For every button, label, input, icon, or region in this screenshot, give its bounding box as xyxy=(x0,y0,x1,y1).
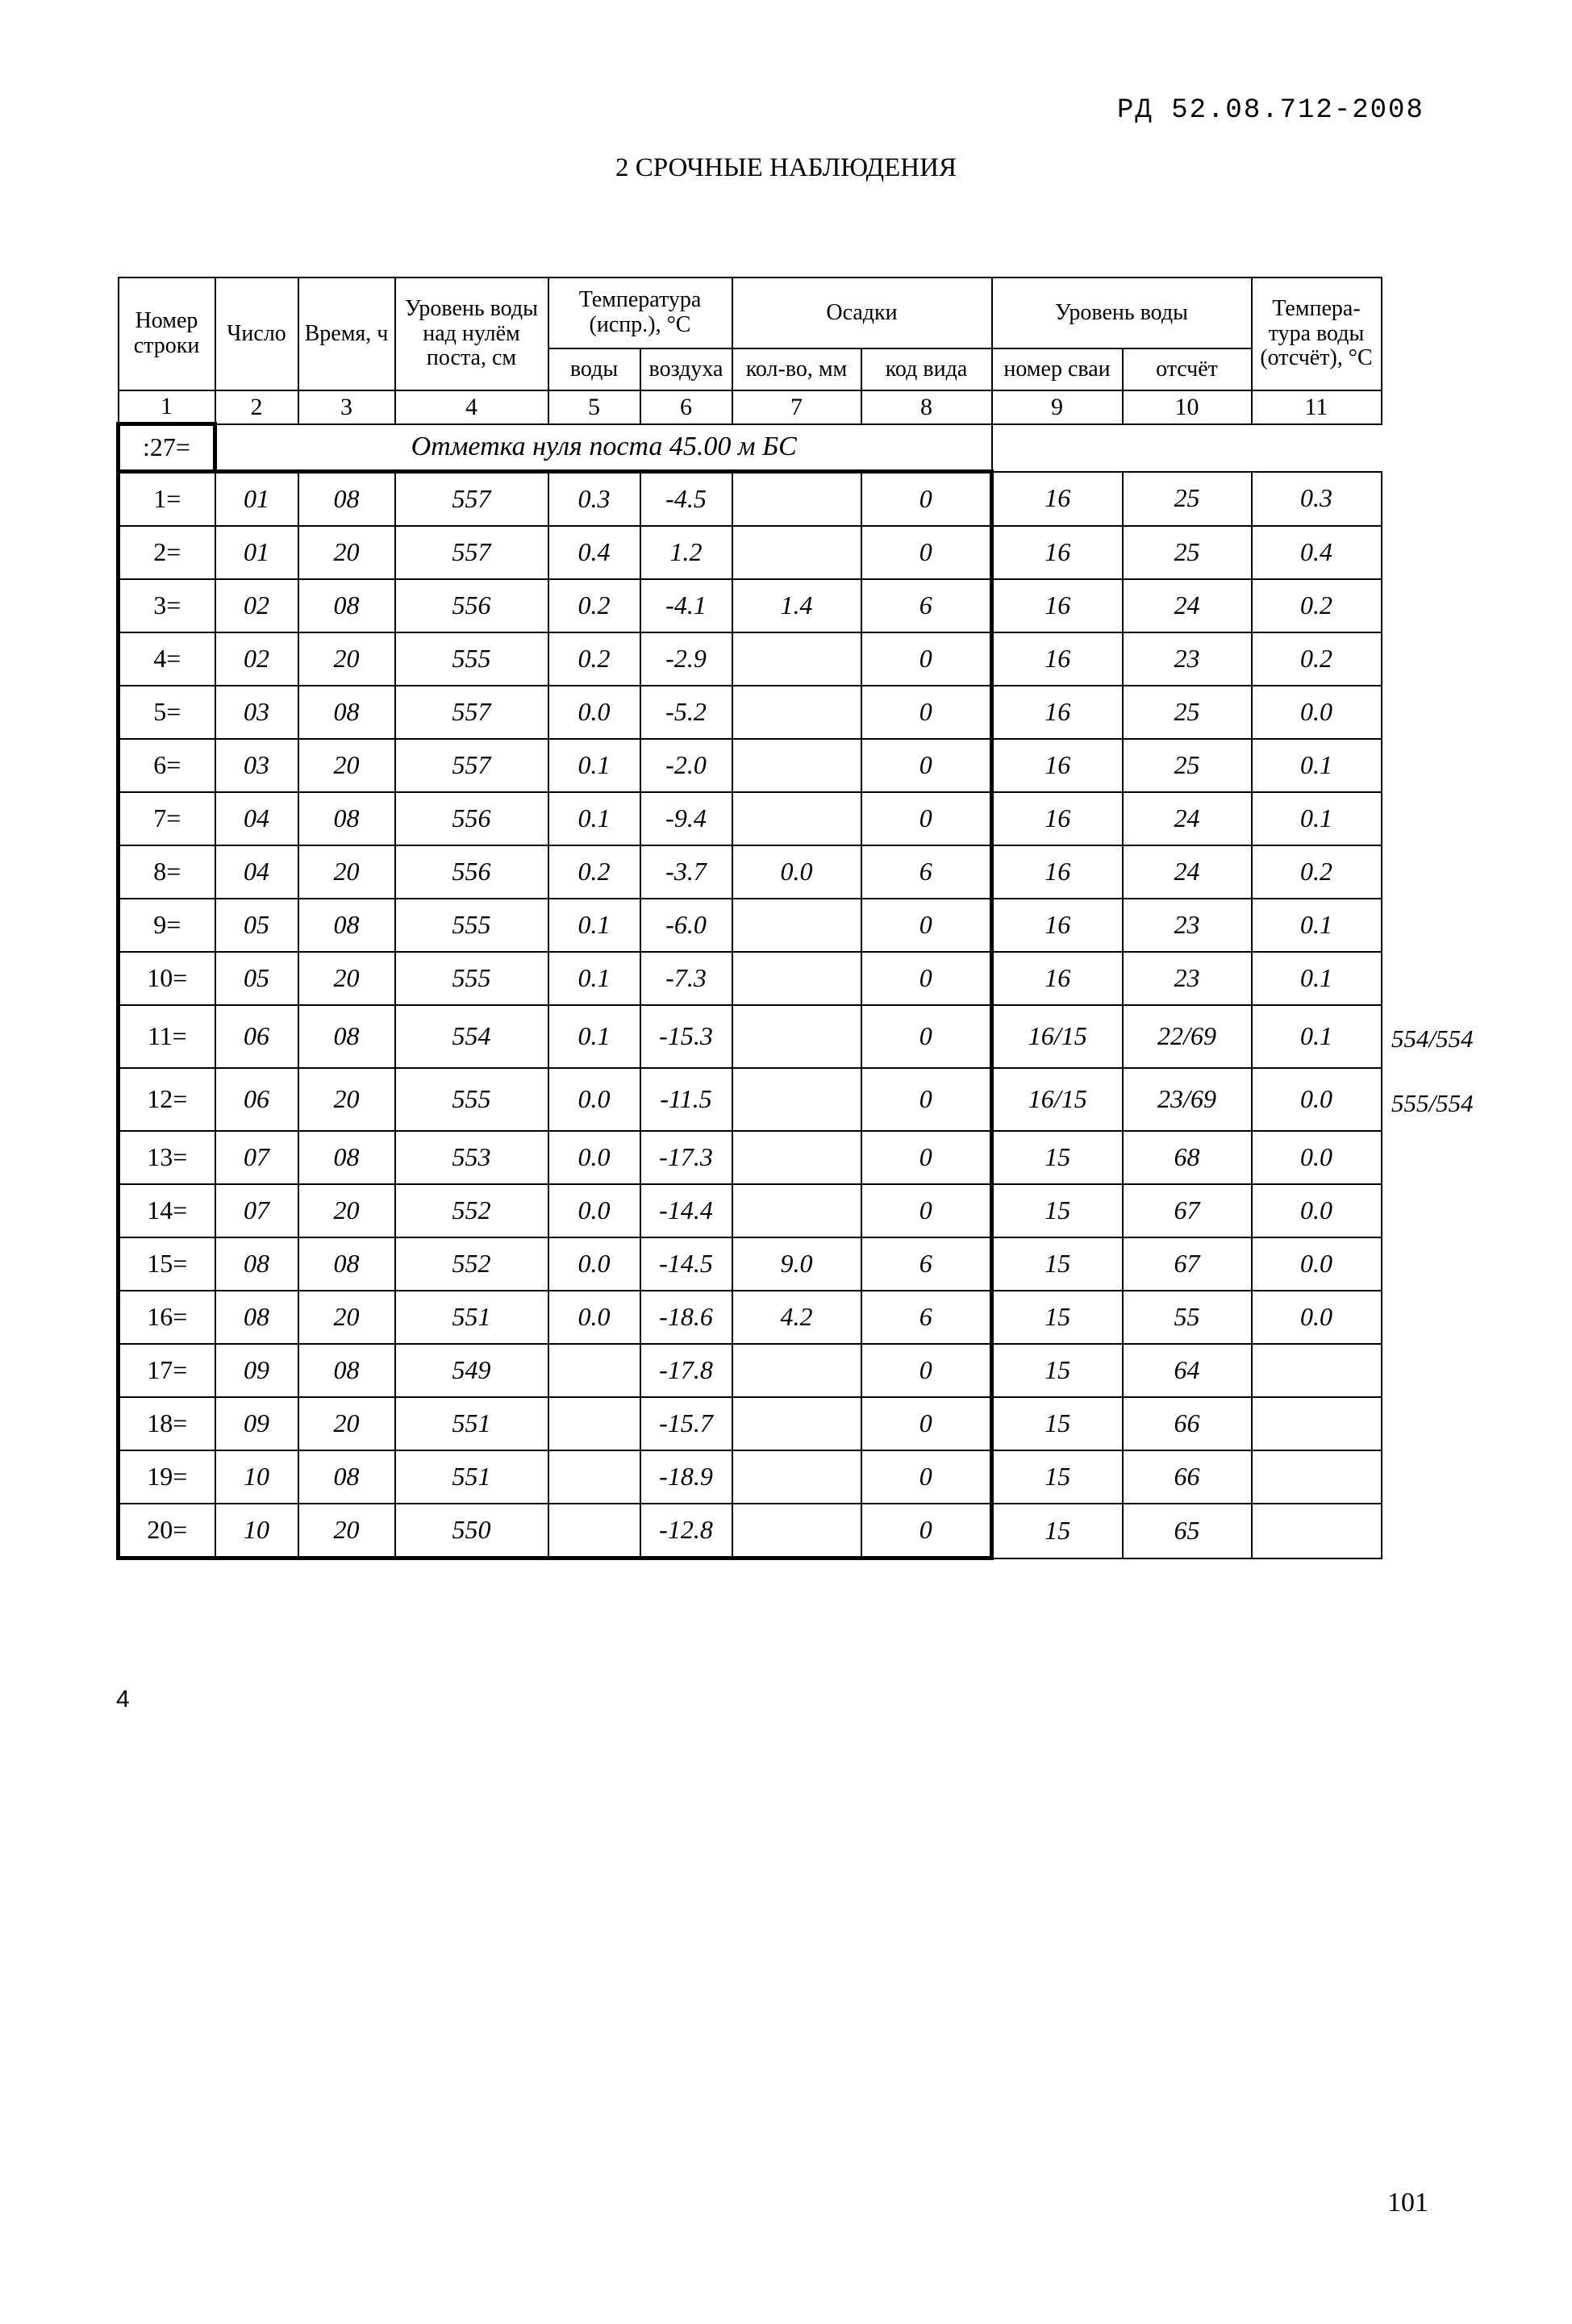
table-row xyxy=(119,1131,1382,1184)
cell-precip-code: 0 xyxy=(861,792,992,845)
cell-day: 06 xyxy=(215,1068,298,1131)
cell-precip-amount xyxy=(732,1005,861,1068)
cell-temp-water: 0.4 xyxy=(548,526,640,579)
cell-pile-number: 15 xyxy=(992,1504,1123,1558)
cell-precip-code: 0 xyxy=(861,1504,992,1558)
cell-water-temp: 0.4 xyxy=(1252,526,1382,579)
cell-precip-amount xyxy=(732,1450,861,1504)
table-row xyxy=(119,526,1382,579)
cell-level: 555 xyxy=(395,632,548,686)
column-number-2: 2 xyxy=(215,390,298,424)
cell-reading: 68 xyxy=(1123,1131,1252,1184)
cell-water-temp: 0.3 xyxy=(1252,472,1382,527)
cell-row-id: 17= xyxy=(119,1344,215,1397)
cell-water-temp: 0.1 xyxy=(1252,952,1382,1005)
cell-row-id: 18= xyxy=(119,1397,215,1450)
cell-day: 02 xyxy=(215,579,298,632)
cell-precip-amount xyxy=(732,526,861,579)
cell-precip-amount xyxy=(732,686,861,739)
cell-pile-number: 16/15 xyxy=(992,1068,1123,1131)
header-day: Число xyxy=(215,277,298,390)
cell-row-id: 15= xyxy=(119,1237,215,1291)
cell-precip-amount xyxy=(732,1397,861,1450)
cell-reading: 23 xyxy=(1123,952,1252,1005)
header-temp-water: воды xyxy=(548,348,640,390)
cell-temp-water: 0.1 xyxy=(548,1005,640,1068)
table-row xyxy=(119,1450,1382,1504)
cell-water-temp: 0.2 xyxy=(1252,579,1382,632)
cell-level: 554 xyxy=(395,1005,548,1068)
cell-precip-code: 0 xyxy=(861,1397,992,1450)
cell-pile-number: 15 xyxy=(992,1450,1123,1504)
cell-water-temp xyxy=(1252,1344,1382,1397)
cell-level: 555 xyxy=(395,1068,548,1131)
cell-temp-air: -7.3 xyxy=(640,952,732,1005)
column-number-6: 6 xyxy=(640,390,732,424)
header-temp-air: воздуха xyxy=(640,348,732,390)
cell-water-temp: 0.0 xyxy=(1252,686,1382,739)
cell-precip-amount: 9.0 xyxy=(732,1237,861,1291)
cell-time: 20 xyxy=(298,845,395,899)
cell-time: 20 xyxy=(298,952,395,1005)
cell-temp-water: 0.1 xyxy=(548,739,640,792)
cell-water-temp: 0.1 xyxy=(1252,1005,1382,1068)
cell-reading: 23/69 xyxy=(1123,1068,1252,1131)
page-marker-left: 4 xyxy=(116,1686,130,1713)
column-number-5: 5 xyxy=(548,390,640,424)
table-row xyxy=(119,952,1382,1005)
column-number-11: 11 xyxy=(1252,390,1382,424)
header-water-temp-reading: Темпера-тура воды (отсчёт), °С xyxy=(1252,277,1382,390)
header-precip-amount: кол-во, мм xyxy=(732,348,861,390)
cell-day: 03 xyxy=(215,686,298,739)
observations-body xyxy=(119,472,1382,1558)
header-precip-code: код вида xyxy=(861,348,992,390)
cell-reading: 22/69 xyxy=(1123,1005,1252,1068)
column-number-7: 7 xyxy=(732,390,861,424)
cell-pile-number: 16 xyxy=(992,579,1123,632)
cell-reading: 25 xyxy=(1123,739,1252,792)
cell-pile-number: 15 xyxy=(992,1344,1123,1397)
cell-water-temp: 0.0 xyxy=(1252,1184,1382,1237)
cell-temp-water: 0.2 xyxy=(548,632,640,686)
column-number-9: 9 xyxy=(992,390,1123,424)
cell-reading: 24 xyxy=(1123,845,1252,899)
cell-row-id: 7= xyxy=(119,792,215,845)
cell-day: 10 xyxy=(215,1504,298,1558)
cell-temp-water: 0.0 xyxy=(548,1237,640,1291)
cell-time: 20 xyxy=(298,1291,395,1344)
cell-water-temp: 0.2 xyxy=(1252,845,1382,899)
cell-precip-amount xyxy=(732,1131,861,1184)
cell-precip-amount xyxy=(732,1344,861,1397)
cell-pile-number: 16/15 xyxy=(992,1005,1123,1068)
cell-day: 07 xyxy=(215,1184,298,1237)
cell-day: 02 xyxy=(215,632,298,686)
cell-precip-code: 6 xyxy=(861,579,992,632)
cell-pile-number: 15 xyxy=(992,1397,1123,1450)
cell-row-id: 19= xyxy=(119,1450,215,1504)
cell-temp-air: -18.6 xyxy=(640,1291,732,1344)
cell-level: 555 xyxy=(395,899,548,952)
cell-pile-number: 16 xyxy=(992,952,1123,1005)
cell-time: 20 xyxy=(298,1397,395,1450)
cell-precip-amount: 0.0 xyxy=(732,845,861,899)
cell-reading: 64 xyxy=(1123,1344,1252,1397)
header-level: Уровень воды над нулём поста, см xyxy=(395,277,548,390)
cell-pile-number: 15 xyxy=(992,1131,1123,1184)
cell-day: 09 xyxy=(215,1397,298,1450)
cell-temp-water: 0.1 xyxy=(548,792,640,845)
document-code: РД 52.08.712-2008 xyxy=(1117,95,1424,126)
cell-water-temp: 0.1 xyxy=(1252,739,1382,792)
cell-time: 08 xyxy=(298,899,395,952)
cell-temp-water: 0.0 xyxy=(548,1131,640,1184)
column-number-4: 4 xyxy=(395,390,548,424)
cell-time: 08 xyxy=(298,579,395,632)
header-pile-number: номер сваи xyxy=(992,348,1123,390)
cell-reading: 55 xyxy=(1123,1291,1252,1344)
cell-time: 20 xyxy=(298,632,395,686)
table-row xyxy=(119,632,1382,686)
column-number-row xyxy=(119,390,1382,424)
cell-temp-water: 0.1 xyxy=(548,899,640,952)
cell-time: 08 xyxy=(298,472,395,527)
cell-precip-code: 6 xyxy=(861,1237,992,1291)
cell-precip-code: 6 xyxy=(861,1291,992,1344)
cell-temp-air: 1.2 xyxy=(640,526,732,579)
cell-level: 551 xyxy=(395,1397,548,1450)
table-row xyxy=(119,1005,1382,1068)
cell-reading: 25 xyxy=(1123,686,1252,739)
cell-time: 20 xyxy=(298,1504,395,1558)
cell-time: 08 xyxy=(298,1450,395,1504)
cell-precip-code: 0 xyxy=(861,1005,992,1068)
table-row xyxy=(119,845,1382,899)
cell-time: 08 xyxy=(298,1237,395,1291)
header-precipitation-group: Осадки xyxy=(732,277,992,348)
cell-precip-amount: 4.2 xyxy=(732,1291,861,1344)
cell-precip-amount xyxy=(732,472,861,527)
cell-precip-amount xyxy=(732,792,861,845)
header-time: Время, ч xyxy=(298,277,395,390)
cell-precip-code: 0 xyxy=(861,686,992,739)
cell-pile-number: 16 xyxy=(992,792,1123,845)
cell-pile-number: 15 xyxy=(992,1184,1123,1237)
cell-level: 556 xyxy=(395,845,548,899)
cell-precip-code: 0 xyxy=(861,899,992,952)
cell-level: 555 xyxy=(395,952,548,1005)
cell-reading: 67 xyxy=(1123,1184,1252,1237)
cell-reading: 66 xyxy=(1123,1450,1252,1504)
header-waterlevel-group: Уровень воды xyxy=(992,277,1252,348)
cell-precip-amount xyxy=(732,952,861,1005)
cell-pile-number: 16 xyxy=(992,526,1123,579)
zero-mark-empty xyxy=(992,424,1382,472)
cell-water-temp xyxy=(1252,1450,1382,1504)
table-row xyxy=(119,792,1382,845)
cell-precip-code: 0 xyxy=(861,739,992,792)
cell-precip-code: 0 xyxy=(861,1068,992,1131)
cell-temp-air: -17.8 xyxy=(640,1344,732,1397)
column-number-10: 10 xyxy=(1123,390,1252,424)
cell-level: 550 xyxy=(395,1504,548,1558)
cell-row-id: 10= xyxy=(119,952,215,1005)
cell-time: 20 xyxy=(298,1068,395,1131)
cell-temp-water xyxy=(548,1397,640,1450)
cell-temp-air: -2.9 xyxy=(640,632,732,686)
cell-pile-number: 16 xyxy=(992,899,1123,952)
cell-temp-water: 0.0 xyxy=(548,1184,640,1237)
zero-mark-row xyxy=(119,424,1382,472)
cell-water-temp: 0.0 xyxy=(1252,1291,1382,1344)
cell-row-id: 2= xyxy=(119,526,215,579)
cell-day: 10 xyxy=(215,1450,298,1504)
cell-level: 556 xyxy=(395,792,548,845)
table-row xyxy=(119,1291,1382,1344)
cell-level: 557 xyxy=(395,472,548,527)
header-row-number: Номер строки xyxy=(119,277,215,390)
cell-level: 557 xyxy=(395,686,548,739)
cell-level: 553 xyxy=(395,1131,548,1184)
cell-day: 03 xyxy=(215,739,298,792)
cell-time: 08 xyxy=(298,1344,395,1397)
cell-temp-air: -3.7 xyxy=(640,845,732,899)
table-row xyxy=(119,686,1382,739)
table-row xyxy=(119,1504,1382,1558)
cell-level: 556 xyxy=(395,579,548,632)
column-number-3: 3 xyxy=(298,390,395,424)
cell-precip-code: 0 xyxy=(861,526,992,579)
cell-day: 04 xyxy=(215,792,298,845)
cell-reading: 23 xyxy=(1123,632,1252,686)
cell-level: 552 xyxy=(395,1237,548,1291)
cell-day: 08 xyxy=(215,1237,298,1291)
table-row xyxy=(119,1397,1382,1450)
cell-precip-code: 0 xyxy=(861,952,992,1005)
cell-level: 551 xyxy=(395,1450,548,1504)
cell-reading: 24 xyxy=(1123,579,1252,632)
cell-day: 07 xyxy=(215,1131,298,1184)
cell-temp-air: -4.5 xyxy=(640,472,732,527)
cell-precip-code: 0 xyxy=(861,472,992,527)
cell-temp-water: 0.2 xyxy=(548,845,640,899)
zero-mark-id: :27= xyxy=(119,424,215,472)
cell-pile-number: 16 xyxy=(992,632,1123,686)
cell-water-temp: 0.2 xyxy=(1252,632,1382,686)
column-number-8: 8 xyxy=(861,390,992,424)
cell-temp-water: 0.0 xyxy=(548,1291,640,1344)
cell-precip-code: 0 xyxy=(861,1131,992,1184)
header-temperature-group: Температура (испр.), °С xyxy=(548,277,732,348)
cell-temp-water: 0.0 xyxy=(548,1068,640,1131)
cell-level: 552 xyxy=(395,1184,548,1237)
cell-precip-code: 6 xyxy=(861,845,992,899)
cell-precip-amount xyxy=(732,1184,861,1237)
cell-row-id: 3= xyxy=(119,579,215,632)
cell-pile-number: 15 xyxy=(992,1237,1123,1291)
cell-temp-air: -14.4 xyxy=(640,1184,732,1237)
table-row xyxy=(119,472,1382,527)
cell-row-id: 8= xyxy=(119,845,215,899)
header-reading: отсчёт xyxy=(1123,348,1252,390)
cell-water-temp xyxy=(1252,1397,1382,1450)
cell-reading: 24 xyxy=(1123,792,1252,845)
cell-pile-number: 16 xyxy=(992,739,1123,792)
cell-temp-water: 0.1 xyxy=(548,952,640,1005)
cell-reading: 25 xyxy=(1123,472,1252,527)
zero-mark-text: Отметка нуля поста 45.00 м БС xyxy=(215,424,992,472)
cell-row-id: 12= xyxy=(119,1068,215,1131)
cell-level: 549 xyxy=(395,1344,548,1397)
cell-water-temp: 0.0 xyxy=(1252,1131,1382,1184)
cell-temp-water xyxy=(548,1450,640,1504)
column-number-1: 1 xyxy=(119,390,215,424)
cell-temp-air: -15.7 xyxy=(640,1397,732,1450)
cell-temp-air: -14.5 xyxy=(640,1237,732,1291)
cell-time: 20 xyxy=(298,526,395,579)
cell-water-temp xyxy=(1252,1504,1382,1558)
cell-row-id: 4= xyxy=(119,632,215,686)
cell-temp-water xyxy=(548,1344,640,1397)
cell-water-temp: 0.0 xyxy=(1252,1237,1382,1291)
cell-pile-number: 16 xyxy=(992,686,1123,739)
cell-row-id: 14= xyxy=(119,1184,215,1237)
cell-time: 08 xyxy=(298,686,395,739)
cell-precip-amount: 1.4 xyxy=(732,579,861,632)
table-row xyxy=(119,579,1382,632)
cell-precip-code: 0 xyxy=(861,632,992,686)
cell-temp-air: -18.9 xyxy=(640,1450,732,1504)
cell-day: 04 xyxy=(215,845,298,899)
cell-temp-air: -17.3 xyxy=(640,1131,732,1184)
cell-day: 09 xyxy=(215,1344,298,1397)
observations-table xyxy=(116,277,1382,1560)
cell-level: 557 xyxy=(395,739,548,792)
cell-time: 08 xyxy=(298,792,395,845)
cell-row-id: 9= xyxy=(119,899,215,952)
cell-row-id: 20= xyxy=(119,1504,215,1558)
cell-pile-number: 16 xyxy=(992,845,1123,899)
cell-day: 01 xyxy=(215,526,298,579)
cell-row-id: 1= xyxy=(119,472,215,527)
cell-temp-water: 0.0 xyxy=(548,686,640,739)
cell-temp-water: 0.3 xyxy=(548,472,640,527)
cell-water-temp: 0.1 xyxy=(1252,899,1382,952)
cell-time: 08 xyxy=(298,1131,395,1184)
table-row xyxy=(119,1184,1382,1237)
cell-row-id: 6= xyxy=(119,739,215,792)
cell-time: 20 xyxy=(298,739,395,792)
cell-reading: 23 xyxy=(1123,899,1252,952)
cell-reading: 25 xyxy=(1123,526,1252,579)
cell-temp-water: 0.2 xyxy=(548,579,640,632)
cell-level: 557 xyxy=(395,526,548,579)
cell-pile-number: 15 xyxy=(992,1291,1123,1344)
cell-day: 05 xyxy=(215,952,298,1005)
cell-row-id: 16= xyxy=(119,1291,215,1344)
cell-temp-air: -2.0 xyxy=(640,739,732,792)
cell-level: 551 xyxy=(395,1291,548,1344)
cell-precip-amount xyxy=(732,739,861,792)
section-title: 2 СРОЧНЫЕ НАБЛЮДЕНИЯ xyxy=(615,153,957,182)
cell-time: 20 xyxy=(298,1184,395,1237)
cell-precip-amount xyxy=(732,1068,861,1131)
cell-day: 05 xyxy=(215,899,298,952)
cell-temp-air: -4.1 xyxy=(640,579,732,632)
cell-water-temp: 0.1 xyxy=(1252,792,1382,845)
cell-row-id: 11= xyxy=(119,1005,215,1068)
cell-time: 08 xyxy=(298,1005,395,1068)
cell-precip-code: 0 xyxy=(861,1450,992,1504)
table-row xyxy=(119,1344,1382,1397)
cell-precip-amount xyxy=(732,899,861,952)
page-number: 101 xyxy=(1387,2188,1428,2218)
cell-day: 01 xyxy=(215,472,298,527)
table-row xyxy=(119,739,1382,792)
cell-row-id: 13= xyxy=(119,1131,215,1184)
cell-temp-air: -5.2 xyxy=(640,686,732,739)
cell-water-temp: 0.0 xyxy=(1252,1068,1382,1131)
cell-temp-water xyxy=(548,1504,640,1558)
cell-precip-amount xyxy=(732,632,861,686)
cell-pile-number: 16 xyxy=(992,472,1123,527)
cell-temp-air: -12.8 xyxy=(640,1504,732,1558)
cell-precip-code: 0 xyxy=(861,1344,992,1397)
cell-reading: 65 xyxy=(1123,1504,1252,1558)
side-note-row11: 554/554 xyxy=(1391,1024,1474,1053)
cell-row-id: 5= xyxy=(119,686,215,739)
side-note-row12: 555/554 xyxy=(1391,1089,1474,1117)
cell-reading: 66 xyxy=(1123,1397,1252,1450)
cell-reading: 67 xyxy=(1123,1237,1252,1291)
cell-temp-air: -6.0 xyxy=(640,899,732,952)
cell-temp-air: -15.3 xyxy=(640,1005,732,1068)
cell-precip-code: 0 xyxy=(861,1184,992,1237)
cell-day: 06 xyxy=(215,1005,298,1068)
cell-temp-air: -9.4 xyxy=(640,792,732,845)
cell-precip-amount xyxy=(732,1504,861,1558)
cell-day: 08 xyxy=(215,1291,298,1344)
table-row xyxy=(119,899,1382,952)
table-row xyxy=(119,1237,1382,1291)
table-row xyxy=(119,1068,1382,1131)
cell-temp-air: -11.5 xyxy=(640,1068,732,1131)
